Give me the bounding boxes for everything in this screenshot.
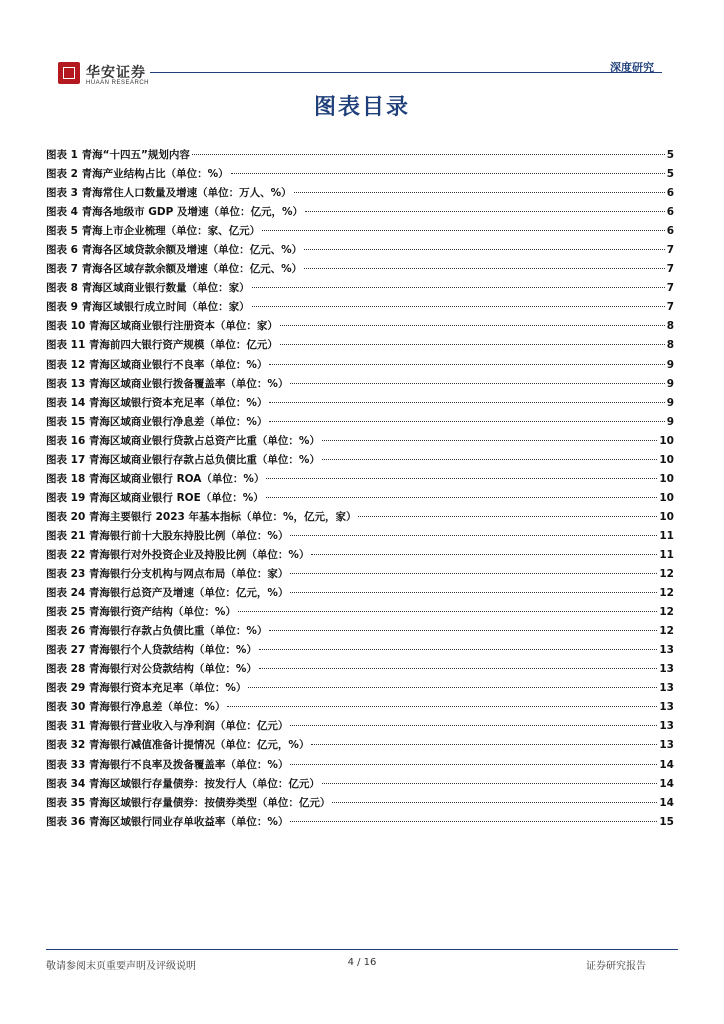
page-number: 4 / 16 <box>347 957 377 968</box>
toc-entry-label: 图表 26 青海银行存款占负债比重（单位：%） <box>46 625 268 638</box>
toc-dot-leader <box>304 237 665 250</box>
toc-dot-leader <box>259 637 657 650</box>
toc-dot-leader <box>322 771 657 784</box>
toc-entry-page: 12 <box>659 568 674 581</box>
toc-entry-label: 图表 2 青海产业结构占比（单位：%） <box>46 168 229 181</box>
toc-entry-page: 7 <box>666 282 674 295</box>
toc-entry-page: 8 <box>666 339 674 352</box>
toc-entry-label: 图表 27 青海银行个人贷款结构（单位：%） <box>46 644 257 657</box>
toc-entry-page: 5 <box>666 168 674 181</box>
toc-entry-label: 图表 5 青海上市企业梳理（单位：家、亿元） <box>46 225 261 238</box>
toc-entry-page: 5 <box>666 149 674 161</box>
toc-entry-page: 13 <box>659 663 674 676</box>
header-divider <box>150 72 662 73</box>
toc-entry-page: 14 <box>659 777 674 790</box>
footer-disclaimer: 敬请参阅末页重要声明及评级说明 <box>46 961 196 972</box>
toc-dot-leader <box>290 809 657 822</box>
toc-entry-page: 13 <box>659 701 674 714</box>
toc-dot-leader <box>294 180 665 193</box>
toc-entry-label: 图表 34 青海区域银行存量债券：按发行人（单位：亿元） <box>46 777 320 790</box>
logo-text: 华安证券 <box>86 65 146 81</box>
toc-entry[interactable] <box>46 812 674 831</box>
toc-entry-label: 图表 25 青海银行资产结构（单位：%） <box>46 606 236 619</box>
toc-entry-label: 图表 19 青海区域商业银行 ROE（单位：%） <box>46 491 264 504</box>
toc-dot-leader <box>266 485 658 498</box>
toc-dot-leader <box>231 161 665 174</box>
toc-entry-label: 图表 7 青海各区域存款余额及增速（单位：亿元、%） <box>46 263 303 276</box>
toc-dot-leader <box>290 561 657 574</box>
toc-entry-label: 图表 28 青海银行对公贷款结构（单位：%） <box>46 663 257 676</box>
toc-entry-page: 7 <box>666 301 674 314</box>
toc-entry-label: 图表 20 青海主要银行 2023 年基本指标（单位：%，亿元，家） <box>46 510 357 523</box>
toc-entry-label: 图表 3 青海常住人口数量及增速（单位：万人、%） <box>46 187 292 200</box>
toc-dot-leader <box>280 332 665 345</box>
toc-dot-leader <box>358 504 657 517</box>
toc-dot-leader <box>290 713 657 726</box>
toc-entry-label: 图表 9 青海区域银行成立时间（单位：家） <box>46 301 250 314</box>
logo-subtext: HUAAN RESEARCH <box>86 80 150 86</box>
toc-dot-leader <box>305 199 665 212</box>
toc-entry-label: 图表 36 青海区域银行同业存单收益率（单位：%） <box>46 815 289 828</box>
table-of-figures <box>46 145 674 831</box>
footer-report-type: 证券研究报告 <box>586 961 646 972</box>
toc-entry-page: 15 <box>659 815 674 828</box>
toc-entry-page: 9 <box>666 415 674 428</box>
toc-dot-leader <box>259 656 657 669</box>
logo-icon <box>58 62 80 84</box>
toc-dot-leader <box>266 466 657 479</box>
toc-entry-page: 9 <box>666 358 674 371</box>
toc-entry-label: 图表 31 青海银行营业收入与净利润（单位：亿元） <box>46 720 289 733</box>
toc-entry-label: 图表 15 青海区域商业银行净息差（单位：%） <box>46 415 268 428</box>
toc-entry-page: 13 <box>659 682 674 695</box>
toc-entry-page: 8 <box>666 320 674 333</box>
toc-entry-page: 14 <box>659 758 674 771</box>
toc-dot-leader <box>322 428 657 441</box>
toc-dot-leader <box>248 675 657 688</box>
toc-entry-page: 11 <box>659 529 674 542</box>
toc-entry-label: 图表 29 青海银行资本充足率（单位：%） <box>46 682 247 695</box>
toc-dot-leader <box>252 294 665 307</box>
toc-entry-label: 图表 13 青海区域商业银行拨备覆盖率（单位：%） <box>46 377 289 390</box>
toc-dot-leader <box>238 599 657 612</box>
toc-entry-label: 图表 35 青海区域银行存量债券：按债券类型（单位：亿元） <box>46 796 331 809</box>
toc-dot-leader <box>262 218 665 231</box>
toc-entry-page: 13 <box>659 720 674 733</box>
toc-entry-page: 6 <box>666 187 674 200</box>
toc-dot-leader <box>290 752 657 765</box>
toc-entry-label: 图表 32 青海银行减值准备计提情况（单位：亿元，%） <box>46 739 310 752</box>
toc-dot-leader <box>192 142 665 155</box>
toc-entry-label: 图表 24 青海银行总资产及增速（单位：亿元，%） <box>46 587 289 600</box>
toc-dot-leader <box>280 313 665 326</box>
toc-dot-leader <box>311 732 657 745</box>
toc-entry-page: 10 <box>659 491 674 504</box>
toc-dot-leader <box>322 447 657 460</box>
toc-entry-label: 图表 18 青海区域商业银行 ROA（单位：%） <box>46 472 265 485</box>
page-title: 图表目录 <box>313 95 410 120</box>
toc-entry-page: 10 <box>659 453 674 466</box>
toc-dot-leader <box>227 694 657 707</box>
toc-entry-label: 图表 11 青海前四大银行资产规模（单位：亿元） <box>46 339 278 352</box>
toc-entry-page: 10 <box>659 472 674 485</box>
toc-entry-label: 图表 16 青海区域商业银行贷款占总资产比重（单位：%） <box>46 434 320 447</box>
toc-entry-page: 12 <box>659 587 674 600</box>
page-header <box>0 0 724 90</box>
toc-entry-page: 12 <box>659 606 674 619</box>
toc-entry-page: 6 <box>666 225 674 238</box>
toc-entry-label: 图表 23 青海银行分支机构与网点布局（单位：家） <box>46 568 289 581</box>
report-category: 深度研究 <box>610 61 654 74</box>
toc-entry-label: 图表 12 青海区域商业银行不良率（单位：%） <box>46 358 268 371</box>
toc-entry-page: 9 <box>666 396 674 409</box>
toc-dot-leader <box>290 523 657 536</box>
toc-dot-leader <box>290 371 664 384</box>
toc-dot-leader <box>332 790 657 803</box>
toc-dot-leader <box>269 390 664 403</box>
toc-entry-label: 图表 30 青海银行净息差（单位：%） <box>46 701 226 714</box>
toc-entry-label: 图表 8 青海区域商业银行数量（单位：家） <box>46 282 250 295</box>
toc-entry-page: 14 <box>659 796 674 809</box>
toc-entry-page: 13 <box>659 644 674 657</box>
toc-entry-page: 6 <box>666 206 674 219</box>
toc-dot-leader <box>252 275 665 288</box>
toc-entry-label: 图表 17 青海区域商业银行存款占总负债比重（单位：%） <box>46 453 320 466</box>
toc-dot-leader <box>290 580 657 593</box>
toc-entry-label: 图表 21 青海银行前十大股东持股比例（单位：%） <box>46 529 289 542</box>
toc-entry-label: 图表 33 青海银行不良率及拨备覆盖率（单位：%） <box>46 758 289 771</box>
toc-entry-page: 11 <box>659 548 674 561</box>
toc-dot-leader <box>311 542 657 555</box>
toc-entry-page: 10 <box>659 510 674 523</box>
footer-divider <box>46 949 678 950</box>
toc-entry-label: 图表 14 青海区域银行资本充足率（单位：%） <box>46 396 268 409</box>
toc-entry-page: 9 <box>666 377 674 390</box>
toc-dot-leader <box>304 256 665 269</box>
toc-entry-page: 10 <box>659 434 674 447</box>
toc-entry-label: 图表 10 青海区域商业银行注册资本（单位：家） <box>46 320 278 333</box>
toc-dot-leader <box>269 409 664 422</box>
toc-entry-label: 图表 4 青海各地级市 GDP 及增速（单位：亿元，%） <box>46 206 303 219</box>
toc-dot-leader <box>269 352 664 365</box>
toc-entry-label: 图表 1 青海“十四五”规划内容 <box>46 149 190 161</box>
toc-entry-label: 图表 6 青海各区域贷款余额及增速（单位：亿元、%） <box>46 244 303 257</box>
toc-entry-page: 13 <box>659 739 674 752</box>
toc-entry-page: 7 <box>666 244 674 257</box>
toc-entry-page: 12 <box>659 625 674 638</box>
toc-entry-page: 7 <box>666 263 674 276</box>
toc-dot-leader <box>269 618 657 631</box>
toc-entry-label: 图表 22 青海银行对外投资企业及持股比例（单位：%） <box>46 548 310 561</box>
